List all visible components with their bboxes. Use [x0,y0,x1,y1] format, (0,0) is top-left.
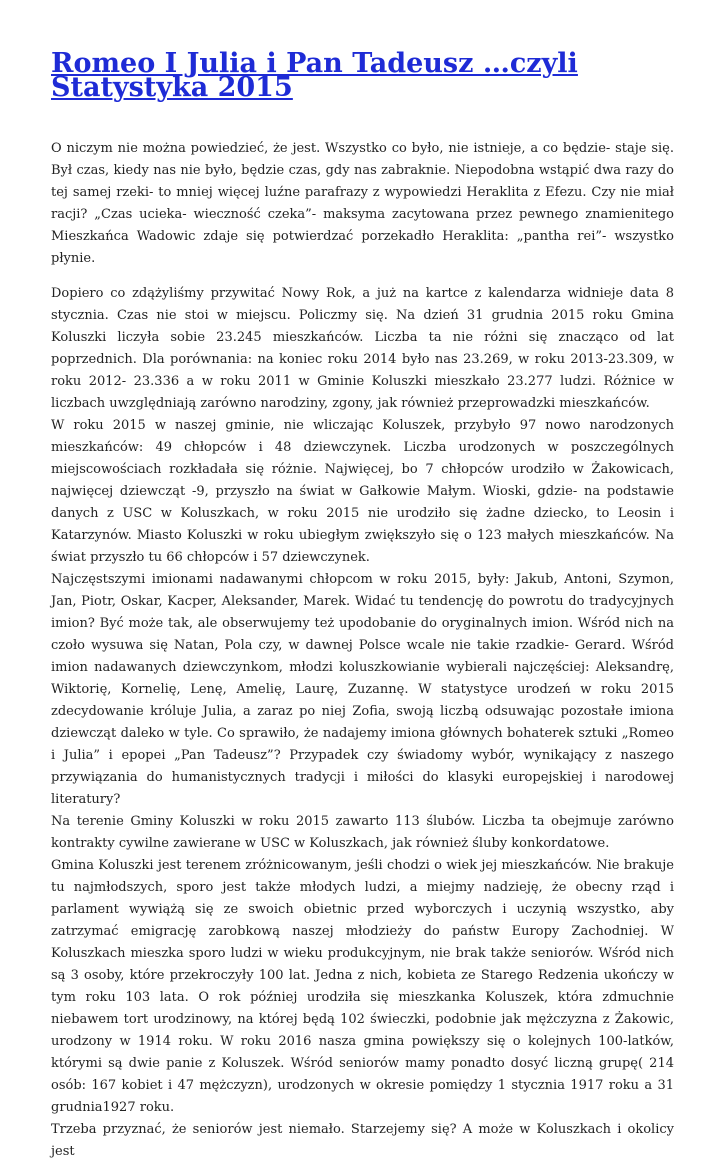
paragraph-weddings: Na terenie Gminy Koluszki w roku 2015 zawarto 113 ślubów. Liczba ta obejmuje zarówno kontrakty cywilne zawierane w USC w Koluszkach, jak również śluby konkordatowe. [51,814,674,851]
article [51,48,674,1163]
article-body [51,138,674,1163]
paragraph-age-structure: Gmina Koluszki jest terenem zróżnicowanym, jeśli chodzi o wiek jej mieszkańców. Nie brakuje tu najmłodszych, sporo jest także młodych ludzi, a miejmy nadzieję, że obecny rząd i parlament wywiążą się ze swoich obietnic przed wyborczych i uczynią wszystko, aby zatrzymać emigrację zarobkową naszej młodzieży do państw Europy Zachodniej. W Koluszkach mieszka sporo ludzi w wieku produkcyjnym, nie brak także seniorów. Wśród nich są 3 osoby, które przekroczyły 100 lat. Jedna z nich, kobieta ze Starego Redzenia ukończy w tym roku 103 lata. O rok później urodziła się mieszkanka Koluszek, która zdmuchnie niebawem tort urodzinowy, na której będą 102 świeczki, podobnie jak mężczyzna z Żakowic, urodzony w 1914 roku. W roku 2016 nasza gmina powiększy się o kolejnych 100-latków, którymi są dwie panie z Koluszek. Wśród seniorów mamy ponadto dosyć liczną grupę( 214 osób: 167 kobiet i 47 mężczyzn), urodzonych w okresie pomiędzy 1 stycznia 1917 roku a 31 grudnia1927 roku. [51,858,674,1115]
paragraph-names: Najczęstszymi imionami nadawanymi chłopcom w roku 2015, były: Jakub, Antoni, Szymon, Jan, Piotr, Oskar, Kacper, Aleksander, Marek. Widać tu tendencję do powrotu do tradycyjnych imion? Być może tak, ale obserwujemy też upodobanie do oryginalnych imion. Wśród nich na czoło wysuwa się Natan, Pola czy, w dawnej Polsce wcale nie takie rzadkie- Gerard. Wśród imion nadawanych dziewczynkom, młodzi koluszkowianie wybierali najczęściej: Aleksandrę, Wiktorię, Kornelię, Lenę, Amelię, Laurę, Zuzannę. W statystyce urodzeń w roku 2015 zdecydowanie króluje Julia, a zaraz po niej Zofia, swoją liczbą odsuwając pozostałe imiona dziewcząt daleko w tyle. Co sprawiło, że nadajemy imiona głównych bohaterek sztuki „Romeo i Julia” i epopei „Pan Tadeusz”? Przypadek czy świadomy wybór, wynikający z naszego przywiązania do humanistycznych tradycji i miłości do klasyki europejskiej i narodowej literatury? [51,572,674,807]
paragraph-seniors: Trzeba przyznać, że seniorów jest niemało. Starzejemy się? A może w Koluszkach i okolicy jest [51,1122,674,1159]
paragraph-intro: O niczym nie można powiedzieć, że jest. Wszystko co było, nie istnieje, a co będzie- staje się. Był czas, kiedy nas nie było, będzie czas, gdy nas zabraknie. Niepodobna wstąpić dwa razy do tej samej rzeki- to mniej więcej luźne parafrazy z wypowiedzi Heraklita z Efezu. Czy nie miał racji? „Czas ucieka- wieczność czeka”- maksyma zacytowana przez pewnego znamienitego Mieszkańca Wadowic zdaje się potwierdzać porzekadło Heraklita: „pantha rei”- wszystko płynie. [51,141,674,266]
paragraph-births: W roku 2015 w naszej gminie, nie wliczając Koluszek, przybyło 97 nowo narodzonych mieszkańców: 49 chłopców i 48 dziewczynek. Liczba urodzonych w poszczególnych miejscowościach rozkładała się różnie. Najwięcej, bo 7 chłopców urodziło w Żakowicach, najwięcej dziewcząt -9, przyszło na świat w Gałkowie Małym. Wioski, gdzie- na podstawie danych z USC w Koluszkach, w roku 2015 nie urodziło się żadne dziecko, to Leosin i Katarzynów. Miasto Koluszki w roku ubiegłym zwiększyło się o 123 małych mieszkańców. Na świat przyszło tu 66 chłopców i 57 dziewczynek. [51,418,674,565]
article-title [51,48,674,103]
article-title-link[interactable]: Romeo I Julia i Pan Tadeusz …czyli Statystyka 2015 [51,48,578,103]
paragraph-population: Dopiero co zdążyliśmy przywitać Nowy Rok, a już na kartce z kalendarza widnieje data 8 stycznia. Czas nie stoi w miejscu. Policzmy się. Na dzień 31 grudnia 2015 roku Gmina Koluszki liczyła sobie 23.245 mieszkańców. Liczba ta nie różni się znacząco od lat poprzednich. Dla porównania: na koniec roku 2014 było nas 23.269, w roku 2013-23.309, w roku 2012- 23.336 a w roku 2011 w Gminie Koluszki mieszkało 23.277 ludzi. Różnice w liczbach uwzględniają zarówno narodziny, zgony, jak również przeprowadzki mieszkańców. [51,286,674,411]
